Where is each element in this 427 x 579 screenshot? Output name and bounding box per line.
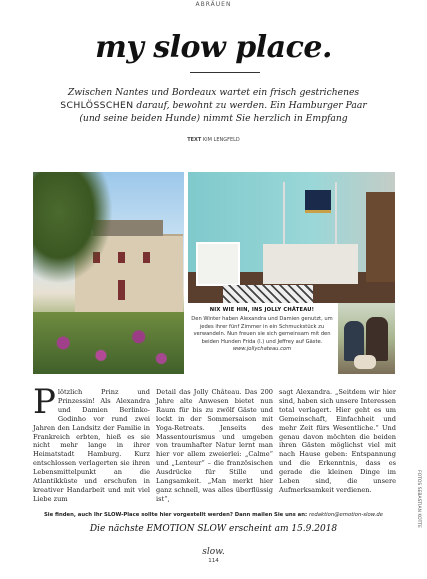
body-column-1-text: lötzlich Prinz und Prinzessin! Als Alexandra und Damien Berlinko-Godinho vor rund zwei Jahren den Landsitz der Familie in Frankreich erbten, hieß es sie nicht mehr lange in ihrer Heimatstadt Hamburg. Kurz entschlossen verlagerten sie ihren Lebensmittelpunkt an die Atlantikküste und erschufen in kreativer Handarbeit und mit viel Liebe zum	[33, 388, 150, 503]
couple-photo	[338, 303, 395, 374]
page-number: 114	[208, 558, 219, 564]
lead-part2: darauf, bewohnt zu werden. Ein Hamburger Paar (und seine beiden Hunde) nimmt Sie herzlich in Empfang	[79, 100, 367, 124]
submission-email[interactable]: redaktion@emotion-slow.de	[308, 512, 384, 518]
wardrobe	[366, 192, 395, 282]
caption-title: NIX WIE HIN, INS JOLLY CHÂTEAU!	[209, 307, 315, 313]
chateau-window	[118, 252, 125, 263]
section-tag: ABRÄUEN	[195, 1, 232, 8]
bedroom-fireplace	[196, 242, 240, 286]
rug	[223, 285, 313, 303]
headline: my slow place.	[95, 30, 332, 65]
chateau-flowers	[33, 312, 184, 374]
magazine-logo: slow.	[202, 547, 225, 557]
photo-credit-text: FOTOS SEBASTIAN KOTTE	[416, 470, 421, 528]
next-issue-note: Die nächste EMOTION SLOW erscheint am 15.9.2018	[89, 524, 338, 534]
body-column-3: sagt Alexandra. „Seitdem wir hier sind, haben sich unsere Interessen total verlagert. Hier geht es um Gemeinschaft, Einfachheit und mehr Zeit fürs Wesentliche.“ Und genau davon möchten die beiden ihren Gästen möglichst viel mit nach Hause geben: Entspannung und die Erkenntnis, dass es gerade die kleinen Dinge im Leben sind, die unsere Aufmerksamkeit verdienen.	[279, 388, 396, 494]
lead-part1: Zwischen Nantes und Bordeaux wartet ein frisch gestrichenes	[67, 87, 360, 98]
bedroom-photo	[188, 172, 395, 303]
caption-body: Den Winter haben Alexandra und Damien genutzt, um jedes ihrer fünf Zimmer in ein Schmuckstück zu verwandeln. Nun freuen sie sich gemeinsam mit den beiden Hunden Frida (l.) und Jeffrey auf Gäste.	[191, 316, 333, 345]
chateau-door	[118, 280, 125, 300]
credit-label: TEXT	[187, 137, 202, 143]
article-body	[33, 382, 397, 503]
drop-cap: P	[33, 382, 56, 422]
bed	[263, 244, 358, 284]
chateau-window	[143, 252, 150, 263]
body-column-1	[33, 382, 150, 504]
lead-caps: SCHLÖSSCHEN	[60, 100, 134, 111]
submission-note	[0, 512, 427, 518]
caption-url[interactable]: www.jollychateau.com	[232, 346, 292, 352]
caption-text	[188, 316, 336, 354]
photo-credit	[413, 470, 423, 530]
body-column-2: Detail das Jolly Château. Das 200 Jahre alte Anwesen bietet nun Raum für bis zu zwölf Gäste und lockt in der Sommersaison mit Yoga-Retreats. Jenseits des Massentourismus und umgeben von traumhafter Natur lernt man hier vor allem zweierlei: „Calme“ und „Lenteur“ – die französischen Ausdrücke für Stille und Langsamkeit. „Man merkt hier ganz schnell, was alles überflüssig ist“,	[156, 388, 273, 503]
headline-underline	[190, 72, 260, 73]
chateau-photo	[33, 172, 184, 374]
credit-name: KIM LENGFELD	[202, 137, 240, 143]
chateau-tree	[33, 172, 113, 284]
dog	[354, 355, 376, 369]
submission-question: Sie finden, auch Ihr SLOW-Place sollte hier vorgestellt werden? Dann mailen Sie uns an:	[43, 512, 309, 518]
lead-paragraph	[52, 86, 375, 125]
photo-caption	[188, 307, 336, 354]
pendant-lamp	[305, 190, 331, 213]
author-credit	[0, 137, 427, 143]
